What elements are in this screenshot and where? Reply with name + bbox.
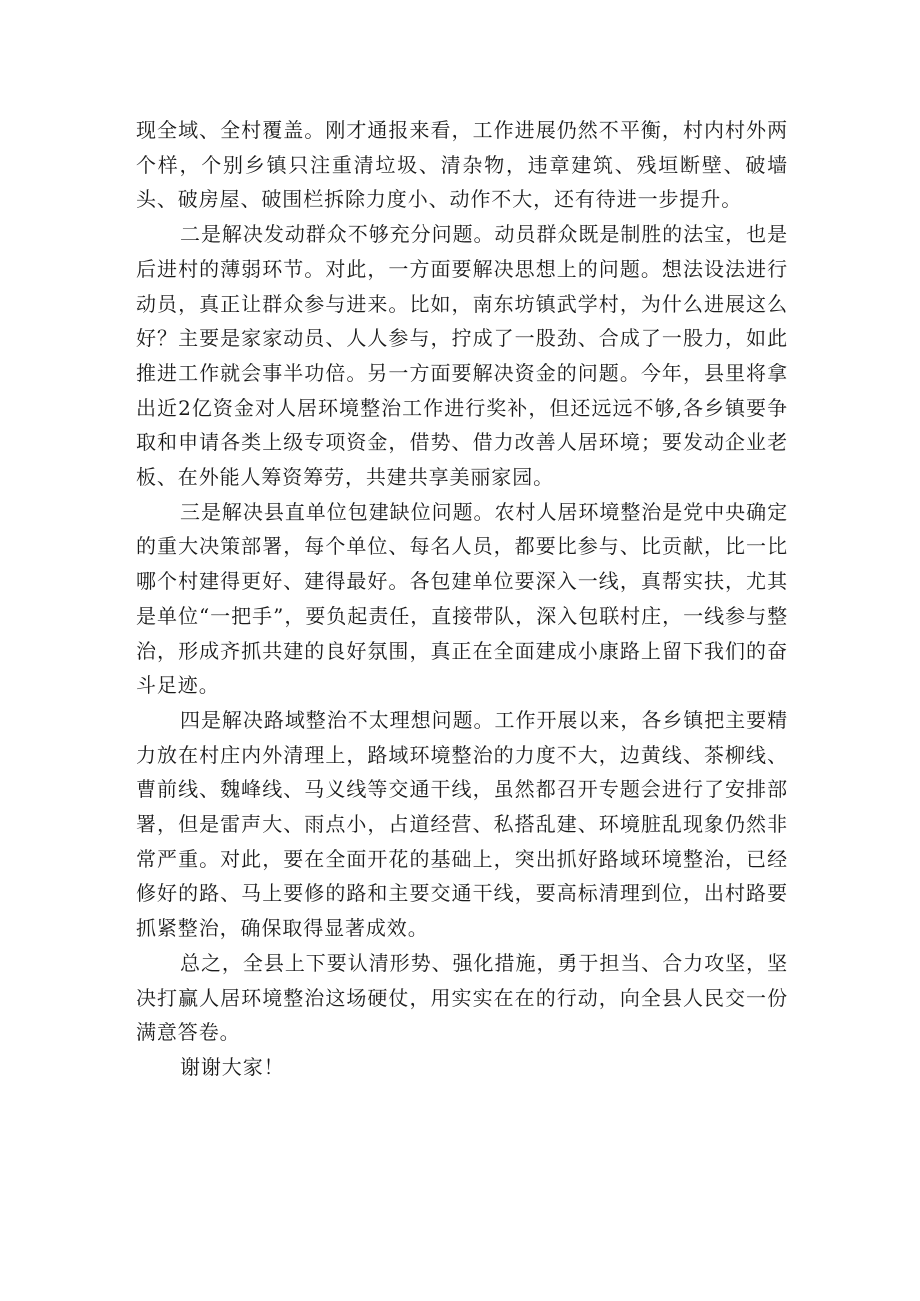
paragraph-continuation: 现全域、全村覆盖。刚才通报来看，工作进展仍然不平衡，村内村外两个样，个别乡镇只注重清垃圾、清杂物，违章建筑、残垣断壁、破墙头、破房屋、破围栏拆除力度小、动作不大，还有待进一步提升。 <box>136 118 788 212</box>
paragraph-conclusion: 总之，全县上下要认清形势、强化措施，勇于担当、合力攻坚，坚决打赢人居环境整治这场硬仗，用实实在在的行动，向全县人民交一份满意答卷。 <box>136 950 788 1045</box>
document-body <box>136 113 788 1085</box>
paragraph-road-rectification: 四是解决路域整治不太理想问题。工作开展以来，各乡镇把主要精力放在村庄内外清理上，路域环境整治的力度不大，边黄线、茶柳线、曹前线、魏峰线、马义线等交通干线，虽然都召开专题会进行了安排部署，但是雷声大、雨点小，占道经营、私搭乱建、环境脏乱现象仍然非常严重。对此，要在全面开花的基础上，突出抓好路域环境整治，已经修好的路、马上要修的路和主要交通干线，要高标清理到位，出村路要抓紧整治，确保取得显著成效。 <box>136 707 788 941</box>
paragraph-mobilize-masses: 二是解决发动群众不够充分问题。动员群众既是制胜的法宝，也是后进村的薄弱环节。对此，一方面要解决思想上的问题。想法设法进行动员，真正让群众参与进来。比如，南东坊镇武学村，为什么进展这么好？主要是家家动员、人人参与，拧成了一股劲、合成了一股力，如此推进工作就会事半功倍。另一方面要解决资金的问题。今年，县里将拿出近2亿资金对人居环境整治工作进行奖补，但还远远不够,各乡镇要争取和申请各类上级专项资金，借势、借力改善人居环境；要发动企业老板、在外能人筹资筹劳，共建共享美丽家园。 <box>136 222 788 490</box>
paragraph-county-units: 三是解决县直单位包建缺位问题。农村人居环境整治是党中央确定的重大决策部署，每个单位、每名人员，都要比参与、比贡献，比一比哪个村建得更好、建得最好。各包建单位要深入一线，真帮实扶，尤其是单位“一把手”，要负起责任，直接带队，深入包联村庄，一线参与整治，形成齐抓共建的良好氛围，真正在全面建成小康路上留下我们的奋斗足迹。 <box>136 499 788 698</box>
paragraph-thanks: 谢谢大家！ <box>180 1054 285 1079</box>
